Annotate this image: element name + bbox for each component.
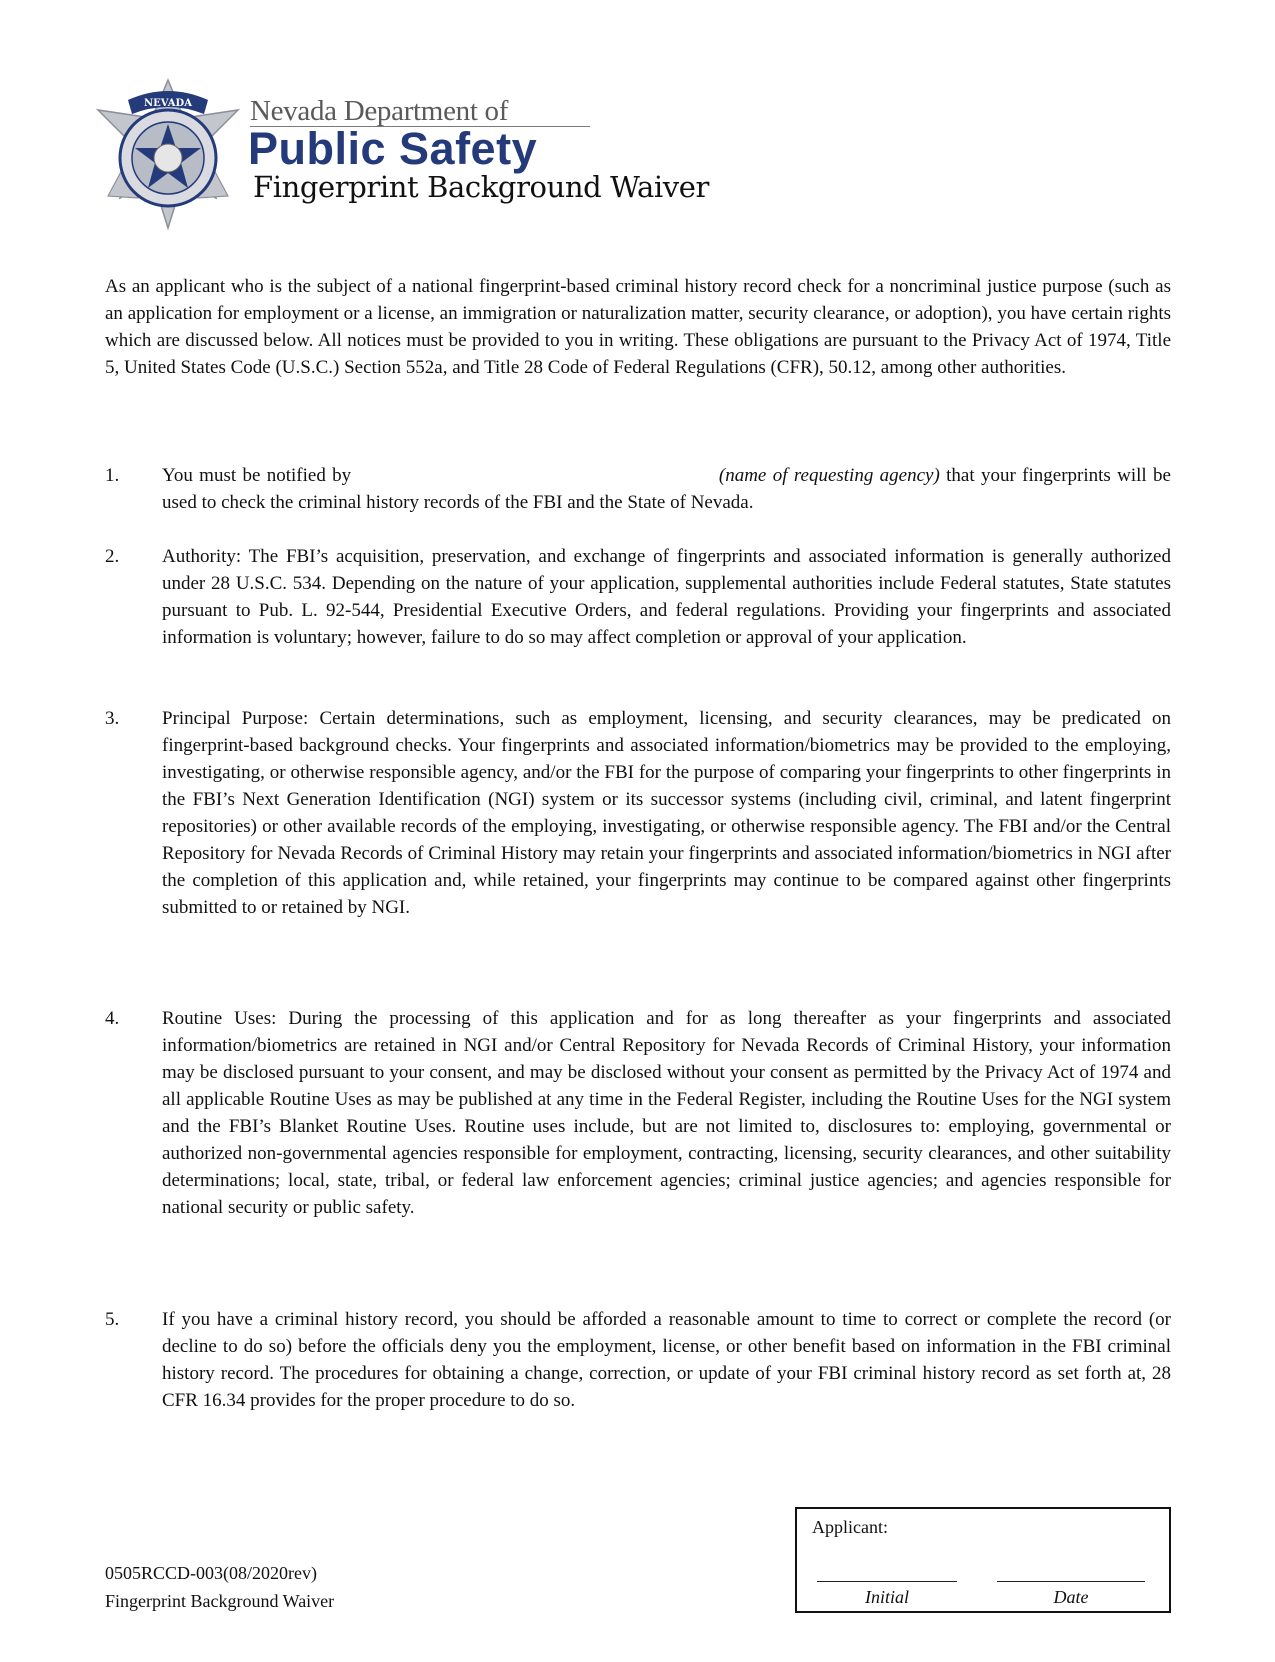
item-text: You must be notified by	[162, 465, 352, 486]
blank-hint: (name of requesting agency)	[718, 465, 940, 486]
item-text: Principal Purpose: Certain determinations, such as employment, licensing, and security clearances, may be predicated on fingerprint-based background checks. Your fingerprints and associated information/biometrics may be provided to the employing, investigating, or otherwise responsible agency, and/or the FBI for the purpose of comparing your fingerprints to other fingerprints in the FBI’s Next Generation Identification (NGI) system or its successor systems (including civil, criminal, and latent fingerprint repositories) or other available records of the employing, investigating, or otherwise responsible agency. The FBI and/or the Central Repository for Nevada Records of Criminal History may retain your fingerprints and associated information/biometrics in NGI after the completion of this application and, while retained, your fingerprints may continue to be compared against other fingerprints submitted to or retained by NGI.	[162, 708, 1171, 918]
applicant-signature-box	[795, 1507, 1171, 1613]
item-number: 3.	[105, 708, 120, 729]
item-text: that your fingerprints will be used to check the criminal history records of the FBI and the State of Nevada.	[162, 465, 1171, 513]
form-title: Fingerprint Background Waiver	[253, 170, 710, 204]
notice-item-1	[105, 462, 1171, 516]
agency-name: Public Safety	[248, 123, 538, 174]
intro-paragraph: As an applicant who is the subject of a national fingerprint-based criminal history record check for a noncriminal justice purpose (such as an application for employment or a license, an immigration or naturalization matter, security clearance, or adoption), you have certain rights which are discussed below. All notices must be provided to you in writing. These obligations are pursuant to the Privacy Act of 1974, Title 5, United States Code (U.S.C.) Section 552a, and Title 28 Code of Federal Regulations (CFR), 50.12, among other authorities.	[105, 276, 1171, 378]
notice-item-5	[105, 1306, 1171, 1414]
item-number: 4.	[105, 1008, 120, 1029]
date-caption: Date	[1053, 1587, 1089, 1607]
item-text: If you have a criminal history record, you should be afforded a reasonable amount to time to correct or complete the record (or decline to do so) before the officials deny you the employment, license, or other benefit based on information in the FBI criminal history record. The procedures for obtaining a change, correction, or update of your FBI criminal history record as set forth at, 28 CFR 16.34 provides for the proper procedure to do so.	[162, 1309, 1171, 1411]
department-line: Nevada Department of	[250, 96, 590, 127]
item-text: Authority: The FBI’s acquisition, preservation, and exchange of fingerprints and associated information is generally authorized under 28 U.S.C. 534. Depending on the nature of your application, supplemental authorities include Federal statutes, State statutes pursuant to Pub. L. 92-544, Presidential Executive Orders, and federal regulations. Providing your fingerprints and associated information is voluntary; however, failure to do so may affect completion or approval of your application.	[162, 546, 1171, 648]
star-badge-icon	[88, 78, 248, 234]
initial-caption: Initial	[865, 1587, 909, 1607]
initial-field[interactable]	[817, 1581, 957, 1582]
page-footer	[105, 1559, 334, 1615]
notice-item-4	[105, 1005, 1171, 1221]
svg-text:NEVADA: NEVADA	[144, 98, 192, 109]
notice-item-3	[105, 705, 1171, 921]
date-field[interactable]	[997, 1581, 1145, 1582]
footer-form-name: Fingerprint Background Waiver	[105, 1591, 335, 1611]
applicant-label: Applicant:	[812, 1517, 888, 1537]
item-number: 2.	[105, 546, 120, 567]
item-text: Routine Uses: During the processing of this application and for as long thereafter as your fingerprints and associated information/biometrics are retained in NGI and/or Central Repository for Nevada Records of Criminal History, your information may be disclosed pursuant to your consent, and may be disclosed without your consent as permitted by the Privacy Act of 1974 and all applicable Routine Uses as may be published at any time in the Federal Register, including the Routine Uses for the NGI system and the FBI’s Blanket Routine Uses. Routine uses include, but are not limited to, disclosures to: employing, governmental or authorized non-governmental agencies responsible for employment, contracting, licensing, security clearances, and other suitability determinations; local, state, tribal, or federal law enforcement agencies; criminal justice agencies; and agencies responsible for national security or public safety.	[162, 1008, 1171, 1218]
item-number: 1.	[105, 465, 120, 486]
item-number: 5.	[105, 1309, 120, 1330]
letterhead	[88, 78, 728, 238]
form-code: 0505RCCD-003(08/2020rev)	[105, 1563, 317, 1583]
notice-item-2	[105, 543, 1171, 651]
